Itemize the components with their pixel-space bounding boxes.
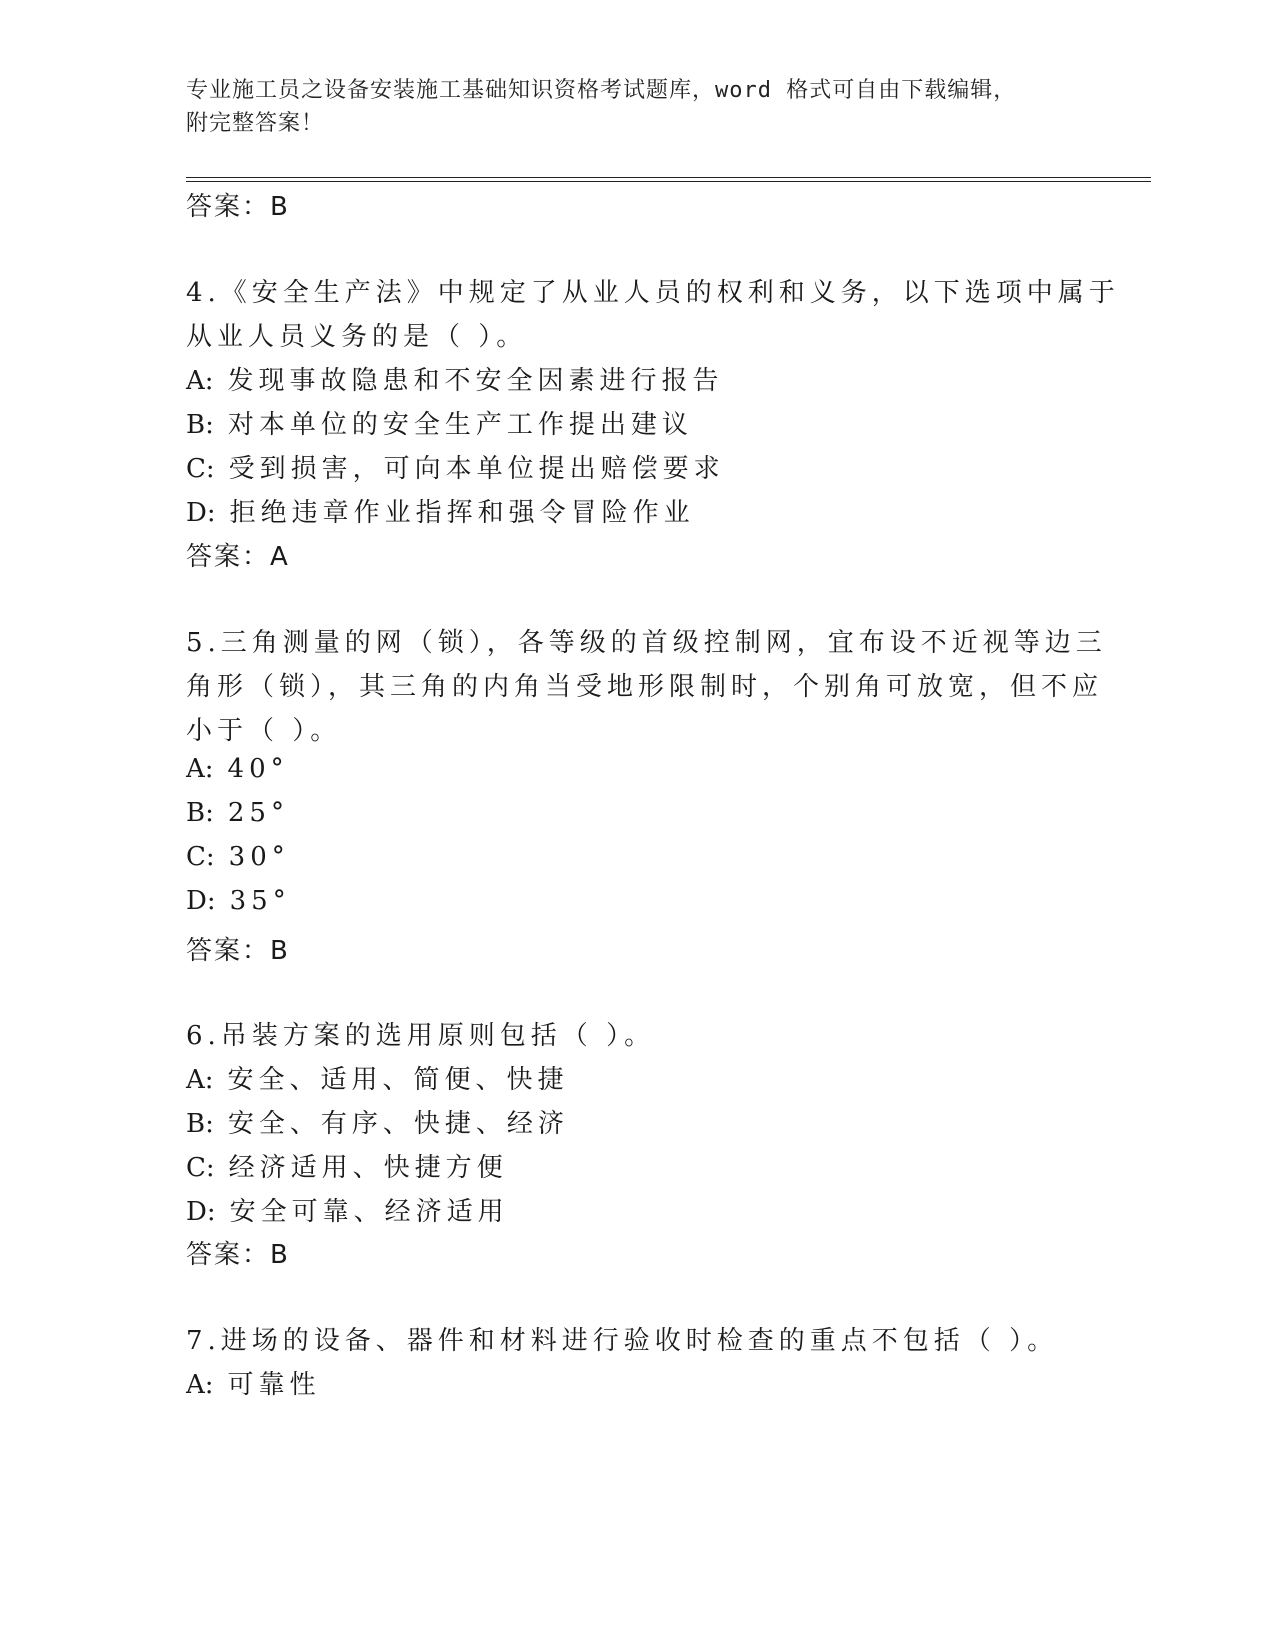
- question-4-answer: 答案：A: [186, 542, 290, 572]
- question-6-answer: 答案：B: [186, 1240, 290, 1270]
- option-letter: B:: [186, 1109, 214, 1139]
- option-letter: D:: [186, 498, 216, 528]
- question-6-line-1: 6.吊装方案的选用原则包括（ ）。: [186, 1021, 656, 1051]
- option-text: 安全、有序、快捷、经济: [227, 1109, 569, 1139]
- question-4-line-1: 4.《安全生产法》中规定了从业人员的权利和义务，以下选项中属于: [186, 278, 1120, 308]
- answer-prev-question: 答案：B: [186, 192, 290, 222]
- option-letter: B:: [186, 798, 214, 828]
- option-text: 经济适用、快捷方便: [228, 1153, 508, 1183]
- question-7-option-a: [186, 1364, 321, 1401]
- question-4-line-2: 从业人员义务的是（ ）。: [186, 322, 528, 352]
- option-text: 35°: [229, 886, 291, 916]
- option-letter: A:: [186, 1065, 214, 1095]
- option-text: 40°: [227, 754, 289, 784]
- option-letter: A:: [186, 1370, 214, 1400]
- option-text: 拒绝违章作业指挥和强令冒险作业: [229, 498, 695, 528]
- option-text: 发现事故隐患和不安全因素进行报告: [227, 366, 724, 396]
- question-5-option-b: [186, 798, 289, 828]
- question-6-option-b: [186, 1103, 569, 1140]
- question-6-option-c: [186, 1147, 508, 1184]
- option-text: 30°: [228, 842, 290, 872]
- document-header: [186, 74, 1086, 140]
- header-divider-bottom: [186, 181, 1151, 182]
- question-4-option-c: [186, 448, 725, 485]
- option-letter: C:: [186, 842, 215, 872]
- question-5-line-2: 角形（锁），其三角的内角当受地形限制时，个别角可放宽，但不应: [186, 672, 1104, 702]
- option-text: 安全、适用、简便、快捷: [227, 1065, 569, 1095]
- header-line-1: 专业施工员之设备安装施工基础知识资格考试题库，word 格式可自由下载编辑，: [186, 78, 1017, 103]
- question-6-option-d: [186, 1191, 509, 1228]
- header-line-2: 附完整答案！: [186, 111, 325, 136]
- option-letter: D:: [186, 886, 216, 916]
- question-4-option-a: [186, 360, 724, 397]
- header-divider-top: [186, 177, 1151, 178]
- option-letter: A:: [186, 366, 214, 396]
- option-text: 可靠性: [227, 1370, 321, 1400]
- option-text: 安全可靠、经济适用: [229, 1197, 509, 1227]
- question-5-option-d: [186, 886, 291, 916]
- option-letter: C:: [186, 1153, 215, 1183]
- question-5-option-c: [186, 842, 290, 872]
- option-text: 25°: [227, 798, 289, 828]
- question-5-option-a: [186, 754, 289, 784]
- option-text: 对本单位的安全生产工作提出建议: [227, 410, 693, 440]
- question-5-answer: 答案：B: [186, 936, 290, 966]
- question-5-line-1: 5.三角测量的网（锁），各等级的首级控制网，宜布设不近视等边三: [186, 628, 1107, 658]
- question-6-option-a: [186, 1059, 569, 1096]
- option-letter: A:: [186, 754, 214, 784]
- question-7-line-1: 7.进场的设备、器件和材料进行验收时检查的重点不包括（ ）。: [186, 1326, 1059, 1356]
- question-4-option-b: [186, 404, 693, 441]
- question-5-line-3: 小于（ ）。: [186, 716, 342, 746]
- question-4-option-d: [186, 492, 695, 529]
- option-text: 受到损害，可向本单位提出赔偿要求: [228, 454, 725, 484]
- option-letter: C:: [186, 454, 215, 484]
- option-letter: B:: [186, 410, 214, 440]
- option-letter: D:: [186, 1197, 216, 1227]
